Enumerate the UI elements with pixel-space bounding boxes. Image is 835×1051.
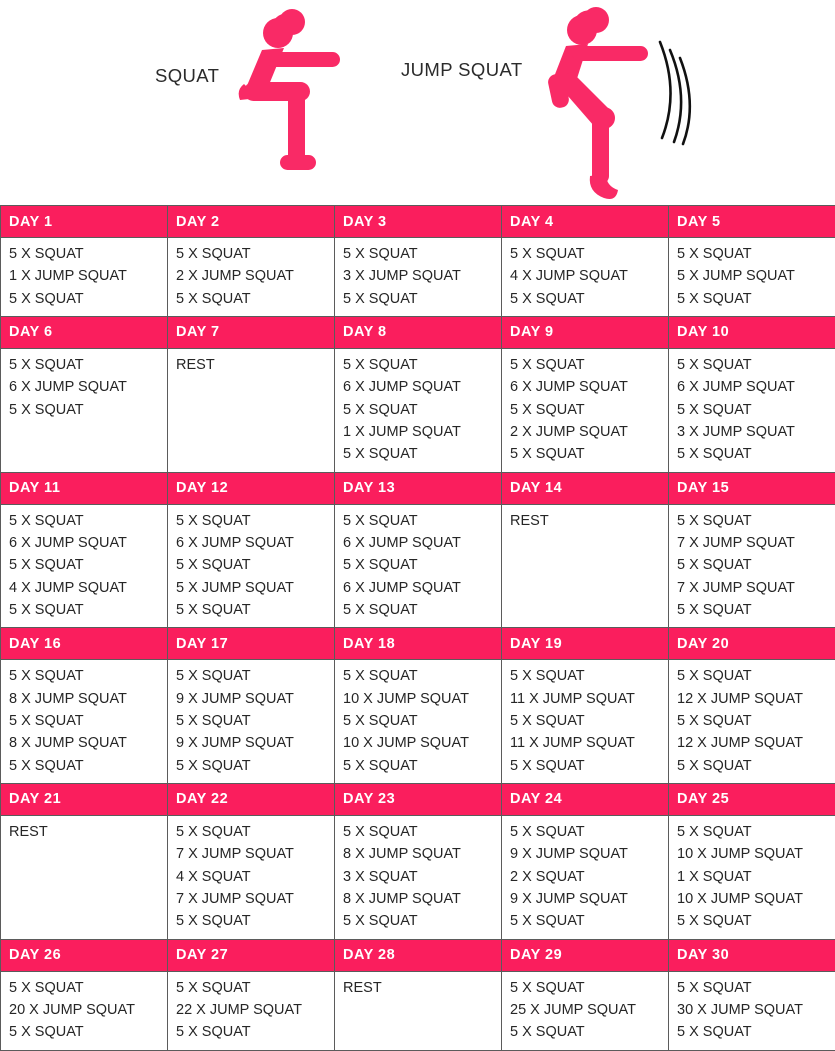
exercise-line: 5 X SQUAT [176, 510, 334, 532]
day-content-cell [335, 504, 502, 628]
exercise-line: 4 X SQUAT [176, 866, 334, 888]
day-content-cell [502, 660, 669, 784]
day-content-row [1, 971, 835, 1050]
exercise-line: 5 X SQUAT [510, 243, 668, 265]
day-header-cell: DAY 24 [502, 783, 669, 815]
exercise-line: 5 X SQUAT [510, 443, 668, 465]
exercise-line: 5 X SQUAT [9, 510, 167, 532]
exercise-line: 5 X SQUAT [9, 755, 167, 777]
exercise-line: 12 X JUMP SQUAT [677, 732, 835, 754]
day-header-cell: DAY 12 [168, 472, 335, 504]
exercise-line: 5 X SQUAT [176, 554, 334, 576]
exercise-line: 5 X SQUAT [176, 977, 334, 999]
exercise-illustration-band [0, 0, 835, 205]
exercise-line: 2 X JUMP SQUAT [510, 421, 668, 443]
day-content-cell [669, 238, 835, 317]
day-content-cell [168, 660, 335, 784]
day-header-cell: DAY 5 [669, 206, 835, 238]
day-header-cell: DAY 26 [1, 939, 168, 971]
exercise-line: 5 X SQUAT [677, 665, 835, 687]
day-content-cell [502, 971, 669, 1050]
exercise-line: 1 X JUMP SQUAT [9, 265, 167, 287]
exercise-line: 7 X JUMP SQUAT [176, 888, 334, 910]
exercise-line: 5 X SQUAT [343, 354, 501, 376]
exercise-line: 5 X SQUAT [9, 243, 167, 265]
day-header-cell: DAY 13 [335, 472, 502, 504]
day-header-cell: DAY 4 [502, 206, 669, 238]
day-header-cell: DAY 29 [502, 939, 669, 971]
day-header-row [1, 628, 835, 660]
exercise-line: 30 X JUMP SQUAT [677, 999, 835, 1021]
day-content-cell [502, 504, 669, 628]
day-header-cell: DAY 11 [1, 472, 168, 504]
day-content-cell [502, 348, 669, 472]
exercise-line: 6 X JUMP SQUAT [9, 376, 167, 398]
exercise-line: 8 X JUMP SQUAT [9, 732, 167, 754]
exercise-line: 9 X JUMP SQUAT [176, 688, 334, 710]
day-header-cell: DAY 3 [335, 206, 502, 238]
exercise-line: 8 X JUMP SQUAT [9, 688, 167, 710]
exercise-line: 10 X JUMP SQUAT [677, 843, 835, 865]
exercise-line: 5 X SQUAT [343, 665, 501, 687]
exercise-line: 5 X SQUAT [343, 288, 501, 310]
exercise-line: 5 X SQUAT [176, 288, 334, 310]
day-header-cell: DAY 27 [168, 939, 335, 971]
exercise-line: 2 X SQUAT [510, 866, 668, 888]
day-content-cell [1, 660, 168, 784]
exercise-line: 5 X SQUAT [510, 288, 668, 310]
day-content-cell [168, 348, 335, 472]
day-header-cell: DAY 23 [335, 783, 502, 815]
exercise-line: 5 X SQUAT [510, 977, 668, 999]
exercise-line: 5 X SQUAT [677, 599, 835, 621]
exercise-line: 5 X SQUAT [677, 1021, 835, 1043]
exercise-line: 5 X SQUAT [176, 1021, 334, 1043]
workout-plan-table [0, 205, 835, 1051]
day-header-row [1, 316, 835, 348]
exercise-line: 5 X SQUAT [176, 910, 334, 932]
day-header-row [1, 783, 835, 815]
day-content-cell [1, 971, 168, 1050]
day-header-cell: DAY 6 [1, 316, 168, 348]
day-content-row [1, 348, 835, 472]
day-header-cell: DAY 17 [168, 628, 335, 660]
exercise-line: 22 X JUMP SQUAT [176, 999, 334, 1021]
exercise-line: 4 X JUMP SQUAT [510, 265, 668, 287]
exercise-line: 8 X JUMP SQUAT [343, 843, 501, 865]
day-content-cell [502, 815, 669, 939]
day-content-cell [669, 504, 835, 628]
exercise-line: 1 X JUMP SQUAT [343, 421, 501, 443]
exercise-line: 5 X SQUAT [343, 399, 501, 421]
day-content-cell [1, 348, 168, 472]
exercise-line: 6 X JUMP SQUAT [343, 532, 501, 554]
day-header-cell: DAY 7 [168, 316, 335, 348]
exercise-line: 5 X SQUAT [9, 710, 167, 732]
day-content-cell [168, 971, 335, 1050]
day-content-cell [669, 815, 835, 939]
exercise-line: 5 X SQUAT [677, 755, 835, 777]
exercise-line: 5 X SQUAT [343, 755, 501, 777]
day-header-cell: DAY 15 [669, 472, 835, 504]
exercise-line: 5 X SQUAT [9, 288, 167, 310]
exercise-line: 5 X SQUAT [510, 821, 668, 843]
workout-plan-sheet [0, 205, 835, 1051]
day-content-cell [1, 504, 168, 628]
exercise-line: 5 X SQUAT [176, 755, 334, 777]
exercise-line: 5 X SQUAT [677, 354, 835, 376]
day-header-cell: DAY 30 [669, 939, 835, 971]
exercise-line: 3 X SQUAT [343, 866, 501, 888]
jump-squat-label: JUMP SQUAT [401, 59, 523, 81]
day-content-cell [669, 971, 835, 1050]
exercise-line: REST [9, 821, 167, 843]
exercise-line: 6 X JUMP SQUAT [343, 376, 501, 398]
day-content-cell [168, 238, 335, 317]
exercise-line: 5 X SQUAT [9, 554, 167, 576]
exercise-line: 5 X SQUAT [510, 354, 668, 376]
squat-label: SQUAT [155, 65, 219, 87]
exercise-line: 1 X SQUAT [677, 866, 835, 888]
exercise-line: 6 X JUMP SQUAT [510, 376, 668, 398]
day-header-row [1, 472, 835, 504]
exercise-line: 5 X SQUAT [677, 443, 835, 465]
workout-plan-body [1, 206, 835, 1051]
exercise-line: 5 X SQUAT [9, 977, 167, 999]
day-content-row [1, 238, 835, 317]
exercise-line: 5 X SQUAT [510, 1021, 668, 1043]
exercise-line: 5 X SQUAT [9, 1021, 167, 1043]
day-content-cell [168, 815, 335, 939]
exercise-line: 7 X JUMP SQUAT [677, 577, 835, 599]
exercise-line: 5 X SQUAT [176, 599, 334, 621]
day-header-cell: DAY 22 [168, 783, 335, 815]
exercise-line: 5 X SQUAT [343, 443, 501, 465]
exercise-line: 3 X JUMP SQUAT [343, 265, 501, 287]
exercise-line: 5 X SQUAT [510, 665, 668, 687]
exercise-line: 5 X SQUAT [343, 599, 501, 621]
day-content-cell [335, 971, 502, 1050]
exercise-line: 5 X SQUAT [677, 710, 835, 732]
day-header-cell: DAY 25 [669, 783, 835, 815]
exercise-line: 5 X SQUAT [176, 243, 334, 265]
exercise-line: 5 X SQUAT [343, 710, 501, 732]
day-header-row [1, 939, 835, 971]
day-content-cell [1, 238, 168, 317]
exercise-line: 12 X JUMP SQUAT [677, 688, 835, 710]
day-header-cell: DAY 2 [168, 206, 335, 238]
exercise-line: 9 X JUMP SQUAT [176, 732, 334, 754]
day-header-cell: DAY 21 [1, 783, 168, 815]
day-content-row [1, 660, 835, 784]
day-header-cell: DAY 14 [502, 472, 669, 504]
day-content-cell [335, 815, 502, 939]
exercise-line: 5 X SQUAT [677, 821, 835, 843]
exercise-line: 10 X JUMP SQUAT [677, 888, 835, 910]
exercise-line: 5 X SQUAT [677, 243, 835, 265]
exercise-line: 5 X SQUAT [176, 710, 334, 732]
day-content-cell [168, 504, 335, 628]
exercise-line: 5 X SQUAT [677, 399, 835, 421]
exercise-line: 9 X JUMP SQUAT [510, 843, 668, 865]
exercise-line: 5 X SQUAT [510, 399, 668, 421]
exercise-line: 5 X JUMP SQUAT [677, 265, 835, 287]
exercise-line: 5 X SQUAT [677, 910, 835, 932]
day-content-cell [335, 348, 502, 472]
exercise-line: REST [510, 510, 668, 532]
exercise-line: 7 X JUMP SQUAT [677, 532, 835, 554]
squat-figure-icon [200, 0, 370, 205]
exercise-line: 7 X JUMP SQUAT [176, 843, 334, 865]
day-header-cell: DAY 28 [335, 939, 502, 971]
exercise-line: 20 X JUMP SQUAT [9, 999, 167, 1021]
exercise-line: 3 X JUMP SQUAT [677, 421, 835, 443]
jump-squat-figure-icon [520, 0, 700, 205]
exercise-line: REST [176, 354, 334, 376]
exercise-line: 5 X SQUAT [677, 288, 835, 310]
day-content-row [1, 815, 835, 939]
day-header-cell: DAY 1 [1, 206, 168, 238]
exercise-line: 6 X JUMP SQUAT [677, 376, 835, 398]
day-content-cell [335, 238, 502, 317]
day-header-cell: DAY 20 [669, 628, 835, 660]
day-content-row [1, 504, 835, 628]
exercise-line: 4 X JUMP SQUAT [9, 577, 167, 599]
exercise-line: 5 X SQUAT [343, 510, 501, 532]
exercise-line: 5 X SQUAT [677, 554, 835, 576]
day-header-cell: DAY 10 [669, 316, 835, 348]
exercise-line: 5 X SQUAT [343, 821, 501, 843]
exercise-line: REST [343, 977, 501, 999]
exercise-line: 5 X SQUAT [9, 599, 167, 621]
exercise-line: 2 X JUMP SQUAT [176, 265, 334, 287]
exercise-line: 10 X JUMP SQUAT [343, 732, 501, 754]
day-header-cell: DAY 19 [502, 628, 669, 660]
exercise-line: 5 X SQUAT [9, 665, 167, 687]
day-content-cell [335, 660, 502, 784]
exercise-line: 5 X SQUAT [677, 977, 835, 999]
exercise-line: 10 X JUMP SQUAT [343, 688, 501, 710]
exercise-line: 5 X SQUAT [343, 910, 501, 932]
exercise-line: 9 X JUMP SQUAT [510, 888, 668, 910]
exercise-line: 5 X SQUAT [510, 710, 668, 732]
exercise-line: 8 X JUMP SQUAT [343, 888, 501, 910]
exercise-line: 5 X SQUAT [510, 755, 668, 777]
exercise-line: 11 X JUMP SQUAT [510, 732, 668, 754]
day-header-cell: DAY 8 [335, 316, 502, 348]
exercise-line: 11 X JUMP SQUAT [510, 688, 668, 710]
motion-arc-icon [660, 42, 690, 144]
exercise-line: 6 X JUMP SQUAT [176, 532, 334, 554]
exercise-line: 6 X JUMP SQUAT [9, 532, 167, 554]
exercise-line: 5 X SQUAT [677, 510, 835, 532]
day-header-cell: DAY 9 [502, 316, 669, 348]
day-content-cell [502, 238, 669, 317]
exercise-line: 5 X SQUAT [176, 665, 334, 687]
day-header-cell: DAY 18 [335, 628, 502, 660]
day-header-row [1, 206, 835, 238]
exercise-line: 5 X SQUAT [176, 821, 334, 843]
exercise-line: 5 X JUMP SQUAT [176, 577, 334, 599]
day-content-cell [669, 660, 835, 784]
day-content-cell [1, 815, 168, 939]
day-content-cell [669, 348, 835, 472]
exercise-line: 5 X SQUAT [9, 354, 167, 376]
exercise-line: 25 X JUMP SQUAT [510, 999, 668, 1021]
exercise-line: 5 X SQUAT [343, 243, 501, 265]
exercise-line: 5 X SQUAT [9, 399, 167, 421]
exercise-line: 5 X SQUAT [343, 554, 501, 576]
day-header-cell: DAY 16 [1, 628, 168, 660]
exercise-line: 5 X SQUAT [510, 910, 668, 932]
exercise-line: 6 X JUMP SQUAT [343, 577, 501, 599]
